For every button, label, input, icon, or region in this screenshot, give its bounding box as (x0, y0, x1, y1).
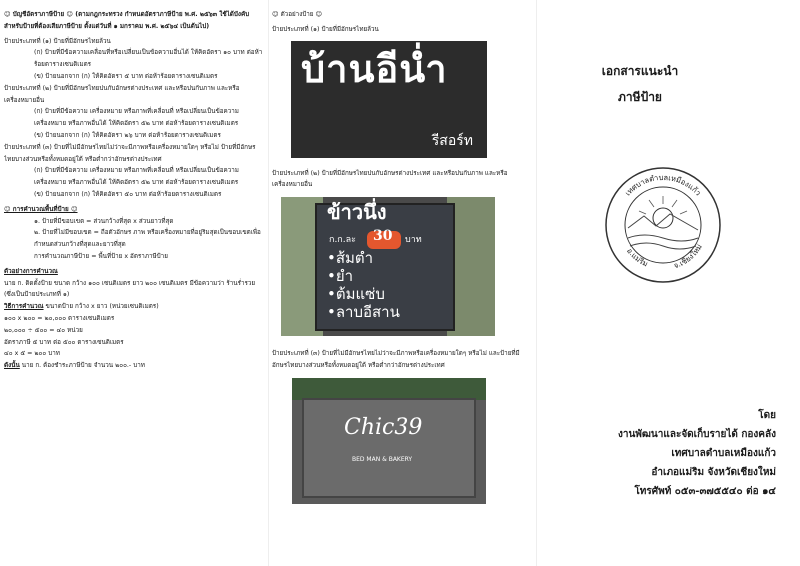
calc-step-1: ๑๐๐ x ๒๐๐ = ๒๐,๐๐๐ ตารางเซนติเมตร (4, 314, 115, 322)
issuer-org-1: งานพัฒนาและจัดเก็บรายได้ กองคลัง (617, 429, 776, 440)
example2-caption: ป้ายประเภทที่ (๒) ป้ายที่มีอักษรไทยปนกับอักษรต่างประเทศ และหรือปนกับภาพ และหรือเครื่องหมายอื่น (272, 169, 508, 189)
method-label: วิธีการคำนวณ (4, 303, 44, 311)
example-text: นาย ก. ติดตั้งป้าย ขนาด กว้าง ๑๐๐ เซนติเมตร ยาว ๒๐๐ เซนติเมตร มีข้อความว่า ร้านร่ำรวย (ซึ่งเป็นป้ายประเภทที่ ๑) (4, 279, 256, 299)
type1-title: ป้ายประเภทที่ (๑) ป้ายที่มีอักษรไทยล้วน (4, 37, 111, 45)
issuer-org-2: เทศบาลตำบลเหมืองแก้ว (671, 448, 776, 459)
area-rule-1: ๑. ป้ายที่มีขอบเขต = ส่วนกว้างที่สุด x ส่วนยาวที่สุด (34, 217, 174, 225)
sign-photo-type1 (291, 41, 487, 158)
photo2-line-4: •ต้มแซ่บ (327, 285, 385, 304)
photo2-line-1: ข้าวนึ่ง (327, 200, 387, 225)
example-heading: ตัวอย่างการคำนวณ (4, 267, 58, 275)
photo2-price-suffix: บาท (405, 235, 422, 246)
type2-rate-b: (ข) ป้ายนอกจาก (ก) ให้คิดอัตรา ๒๖ บาท ต่อห้าร้อยตารางเซนติเมตร (34, 131, 221, 139)
cover-title-line-1: เอกสารแนะนำ (601, 64, 679, 78)
photo2-price-prefix: ก.ก.ละ (329, 235, 356, 246)
method-text: ขนาดป้าย กว้าง x ยาว (หน่วยเซนติเมตร) (43, 303, 159, 311)
type3-rate-a: (ก) ป้ายที่มีข้อความ เครื่องหมาย หรือภาพที่เคลื่อนที่ หรือเปลี่ยนเป็นข้อความ เครื่องหมาย หรือภาพอื่นได้ ให้คิดอัตรา ๕๒ บาท ต่อห้าร้อยตารางเซนติเมตร (34, 167, 239, 187)
seal-right-text: จ.เชียงใหม่ (672, 242, 704, 271)
calc-step-3: อัตราภาษี ๕ บาท ต่อ ๕๐๐ ตารางเซนติเมตร (4, 338, 124, 346)
type2-title: ป้ายประเภทที่ (๒) ป้ายที่มีอักษรไทยปนกับอักษรต่างประเทศ และหรือปนกับภาพ และหรือเครื่องหมายอื่น (4, 84, 240, 104)
seal-top-text: เทศบาลตำบลเหมืองแก้ว (623, 172, 703, 198)
issuer-block (540, 406, 776, 501)
conclusion-text: นาย ก. ต้องชำระภาษีป้าย จำนวน ๒๐๐.- บาท (19, 362, 145, 370)
type1-rate-a: (ก) ป้ายที่มีข้อความเคลื่อนที่หรือเปลี่ยนเป็นข้อความอื่นได้ ให้คิดอัตรา ๑๐ บาท ต่อห้าร้อยตารางเซนติเมตร (34, 49, 263, 69)
photo3-brand-text: Chic39 (344, 414, 423, 440)
calc-step-2: ๒๐,๐๐๐ ÷ ๕๐๐ = ๔๐ หน่วย (4, 326, 83, 334)
photo2-line-5: •ลาบอีสาน (327, 303, 400, 322)
photo2-line-3: •ยำ (327, 267, 354, 286)
photo1-sign-subtext: รีสอร์ท (431, 132, 473, 149)
type1-rate-b: (ข) ป้ายนอกจาก (ก) ให้คิดอัตรา ๕ บาท ต่อห้าร้อยตารางเซนติเมตร (34, 72, 218, 80)
area-calc-heading: ☺ การคำนวณพื้นที่ป้าย ☺ (4, 205, 78, 213)
sign-photo-type3 (292, 378, 486, 504)
sign-photo-type2 (281, 197, 495, 336)
cover-column (540, 0, 796, 566)
issuer-org-3: อำเภอแม่ริม จังหวัดเชียงใหม่ (651, 467, 776, 478)
sign-examples-column (272, 0, 534, 566)
photo3-sub-text: BED MAN & BAKERY (352, 455, 413, 463)
area-rule-2: ๒. ป้ายที่ไม่มีขอบเขต = ถือตัวอักษร ภาพ หรือเครื่องหมายที่อยู่ริมสุดเป็นขอบเขตเพื่อกำหนดส่วนกว้างที่สุดและยาวที่สุด (34, 229, 261, 249)
cover-title (540, 58, 740, 110)
example3-caption: ป้ายประเภทที่ (๓) ป้ายที่ไม่มีอักษรไทยไม่ว่าจะมีภาพหรือเครื่องหมายใดๆ หรือไม่ และป้ายที่มีอักษรไทยบางส่วนหรือทั้งหมดอยู่ใต้ หรือต่ำกว่าอักษรต่างประเทศ (272, 350, 520, 369)
photo1-sign-text: บ้านอีน่ำ (301, 45, 448, 91)
type2-rate-a: (ก) ป้ายที่มีข้อความ เครื่องหมาย หรือภาพที่เคลื่อนที่ หรือเปลี่ยนเป็นข้อความ เครื่องหมาย หรือภาพอื่นได้ ให้คิดอัตรา ๕๒ บาท ต่อห้าร้อยตารางเซนติเมตร (34, 108, 239, 128)
area-rule-3: การคำนวณภาษีป้าย = พื้นที่ป้าย x อัตราภาษีป้าย (34, 252, 168, 260)
conclusion-label: ดังนั้น (4, 362, 20, 370)
cover-title-line-2: ภาษีป้าย (618, 90, 662, 104)
seal-left-text: อ.แม่ริม (624, 246, 650, 269)
issuer-by: โดย (758, 410, 776, 421)
tax-rate-column (4, 0, 266, 566)
photo2-price: 30 (373, 228, 393, 245)
municipality-seal (604, 166, 722, 284)
examples-heading: ☺ ตัวอย่างป้าย ☺ (272, 11, 323, 18)
calc-step-4: ๔๐ x ๕ = ๒๐๐ บาท (4, 350, 60, 358)
type3-rate-b: (ข) ป้ายนอกจาก (ก) ให้คิดอัตรา ๕๐ บาท ต่อห้าร้อยตารางเซนติเมตร (34, 190, 222, 198)
rate-table-heading: ☺ บัญชีอัตราภาษีป้าย ☺ (ตามกฎกระทรวง กำหนดอัตราภาษีป้าย พ.ศ. ๒๕๖๓ ใช้ได้บังคับสำหรับป้ายที่ต้องเสียภาษีป้าย ตั้งแต่วันที่ ๑ มกราคม พ.ศ. ๒๕๖๔ เป็นต้นไป) (4, 11, 250, 30)
photo2-line-2: •ส้มตำ (327, 249, 374, 268)
issuer-phone: โทรศัพท์ ๐๕๓-๓๗๕๕๔๐ ต่อ ๑๔ (634, 486, 776, 497)
type3-title: ป้ายประเภทที่ (๓) ป้ายที่ไม่มีอักษรไทยไม่ว่าจะมีภาพหรือเครื่องหมายใดๆ หรือไม่ ป้ายที่มีอักษรไทยบางส่วนหรือทั้งหมดอยู่ใต้ หรือต่ำกว่าอักษรต่างประเทศ (4, 143, 256, 163)
example1-caption: ป้ายประเภทที่ (๑) ป้ายที่มีอักษรไทยล้วน (272, 25, 379, 33)
